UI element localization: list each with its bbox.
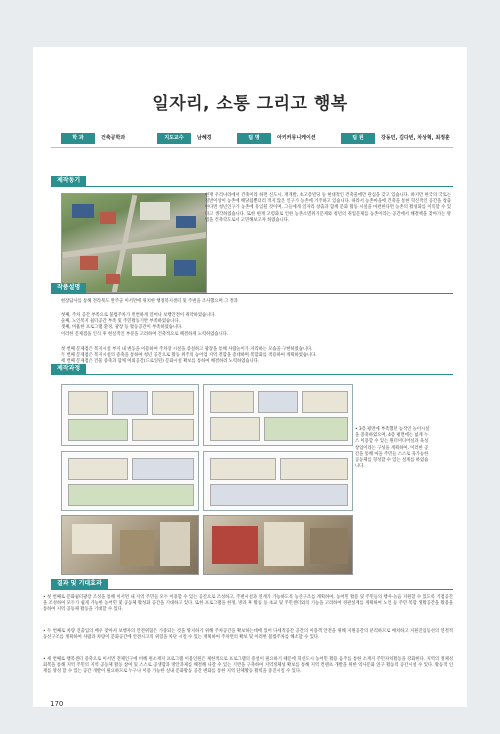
finding-item: 둘째, 노인복지 쉼터공간 부족 및 주민활동기반 부족하였습니다.: [61, 319, 180, 325]
results-item: • 첫 번째로 문화쉼터광장 조성을 통해 이서면 내 지역 주민들 모두 이용할 수 있는 공간으로 조성하고, 주변시설과 연계가 가능하도록 농산구조를 계획하여, 농어민 활용 및 주민들의 행사·놀음 지원할 수 있도록 거점공간을 조성하여 모두가 쉽게 가능한 농어민 및 공동체 활성화 공간을 기대하고 있다. 또한 프로그램을 한정, 방과 후 활동 등 초교 및 주민센터와의 기능을 고려하여 경관설계를 계획하여 노인 등 주민 복합 생활공간을 활용을 통하여 지역 공동체 활동을 기대할 수 있다.: [43, 595, 453, 613]
solution-item: 첫 번째 문제점은 복지시설 부지 내 변동을 이용하여 주차장 시설을 증설하고 광장을 통해 사람놀이가 자리하는 모습을 구현하였습니다.: [61, 347, 313, 352]
finding-item: 셋째, 미흡한 프로그램 환경, 광장 등 활동공간이 부족하였습니다.: [61, 325, 183, 331]
project-info-row: [51, 133, 453, 144]
solution-item: 두 번째 문제점은 복지시설의 증축을 통하여 청년 공간으로 활동 위주의 농어업 지역 결합을 증대하며 복합화를 적용하여 계획하였습니다.: [61, 353, 317, 359]
divider: [51, 374, 453, 375]
dept-label: 학 과: [61, 133, 95, 144]
interior-render: [61, 515, 199, 575]
team-value: 아키커뮤니케이션: [277, 135, 316, 141]
floor-plan-drawing: [203, 451, 353, 511]
results-heading: 결과 및 기대효과: [51, 579, 108, 589]
divider: [51, 186, 453, 187]
explanation-intro: 현장답사를 통해 전라북도 완주군 이서면에 위치한 행정복지센터 및 주변을 조사했으며 그 결과: [61, 299, 238, 304]
finding-item: 첫째, 주차 공간 부족으로 불법주차가 빈번하게 일어나 보행안전이 취약하였습니다.: [61, 313, 216, 318]
floor-plan-drawing: [61, 451, 199, 511]
divider: [51, 293, 453, 294]
motivation-heading: 제작동기: [51, 176, 86, 186]
motivation-text: 현재 우리나라에서 건축이라 하면 신도시, 재개발, 초고층빌딩 등 현대적인 건축물에만 관심을 갖고 있습니다. 하지만 한국의 국토는 절반이상이 농촌에 해당됨뿐더러 적지 않은 인구가 농촌에 거주하고 있습니다. 따라서 농촌마을에 건축을 통한 혁신적인 공간을 창출한다면 청년인구가 농촌에 유입될 것이며, 그들에게 일자리 창출과 함께 문화 활동 시설을 마련한다면 농촌의 활성화를 이룩할 수 있다고 생각하였습니다. 또한 현재 고령화로 인한 농촌소멸위기문제와 청년의 취업문제를 농촌이라는 공간에서 해결책을 찾아가는 방법을 건축학도로서 고민해보고자 하였습니다.: [205, 193, 451, 223]
process-heading: 제작과정: [51, 364, 86, 374]
divider: [51, 147, 453, 148]
solution-item: 세 번째 문제점은 건물 증축과 함께 여외공간(드로잉된) 문화시설 확보를 통하여 해결하려 노력하였습니다.: [61, 359, 260, 365]
explanation-heading: 작품설명: [51, 283, 86, 293]
results-item: • 두 번째로 차량 진출입의 배우 잦아져 보행자의 안전위협은 가중되는 것을 방지하기 위해 주차공간을 확보하는데에 있어 다세적공간 공간의 이용객 안전을 위해 지원공간의 분리하므로 배치하고 지원진입동선의 연결적 동선구조를 계획하여 사람과 차량이 문화공간에 안전시고의 위험을 차단 시킬 수 있는 계획하여 주차면의 확보 및 이러한 불법주차를 해소할 수 있다.: [43, 629, 453, 641]
process-note: • 3층 평면에 부족했던 농작인 놀이시설을 증축하였으며, 4층 평면에는 넓게 누스 이용할 수 있는 원터미디어실과 육성창업이라는 구성을 계획하여, 이러한 공간을 통해 마을 주민들 스스로 육가능한 공동체를 형성할 수 있는 설계를 하였습니다.: [355, 427, 430, 470]
explanation-findings: [61, 313, 453, 338]
members-value: 강동민, 김다빈, 차상혁, 최정훈: [381, 135, 450, 141]
page-title: 일자리, 소통 그리고 행복: [152, 94, 348, 114]
explanation-solutions: [61, 347, 453, 366]
floor-plan-drawing: [61, 384, 199, 446]
document-page: [33, 47, 467, 707]
team-label: 팀 명: [237, 133, 271, 144]
professor-label: 지도교수: [157, 133, 191, 144]
members-label: 팀 원: [341, 133, 375, 144]
finding-item: 이러한 문제점을 인식 후 현실적인 부분을 고려하여 건축적으로 해결하게 노력하였습니다.: [61, 331, 229, 337]
site-aerial-photo: [61, 193, 207, 293]
results-item: • 세 번째로 행복센터 증축으로 이서면 전체인구에 비해 편소재지 프로그램 이용인원은 제한적으로 프로그램의 증설이 필요하기 때문에 혁신도시 농어민 활용 음주를 통한 소재지 주민자치활동을 강화한다. 지역의 정체성 회복을 통해 지역 주민의 지역 공동체 활동 참여 및 스스로 공생합과 방안과제를 해결해 나갈 수 있는 기반을 구축하여 지역정체성 확보를 통해 지역 컨텐츠 개발을 위한 역사문화 연구 활동의 공간시설 수 있다. 활동적 인재를 양성 할 수 있는 공간 개발이 필요하므로 누구나 이용 가능한 실내 문화활동 공간 변화를 통한 지역 단체활동 활력을 증진시킬 수 있다.: [43, 657, 453, 675]
professor-value: 남혜경: [197, 135, 212, 141]
floor-plan-drawing: [203, 384, 353, 446]
dept-value: 건축공학과: [101, 135, 126, 141]
interior-render: [203, 515, 353, 575]
divider: [51, 589, 453, 590]
page-number: 170: [50, 700, 64, 708]
